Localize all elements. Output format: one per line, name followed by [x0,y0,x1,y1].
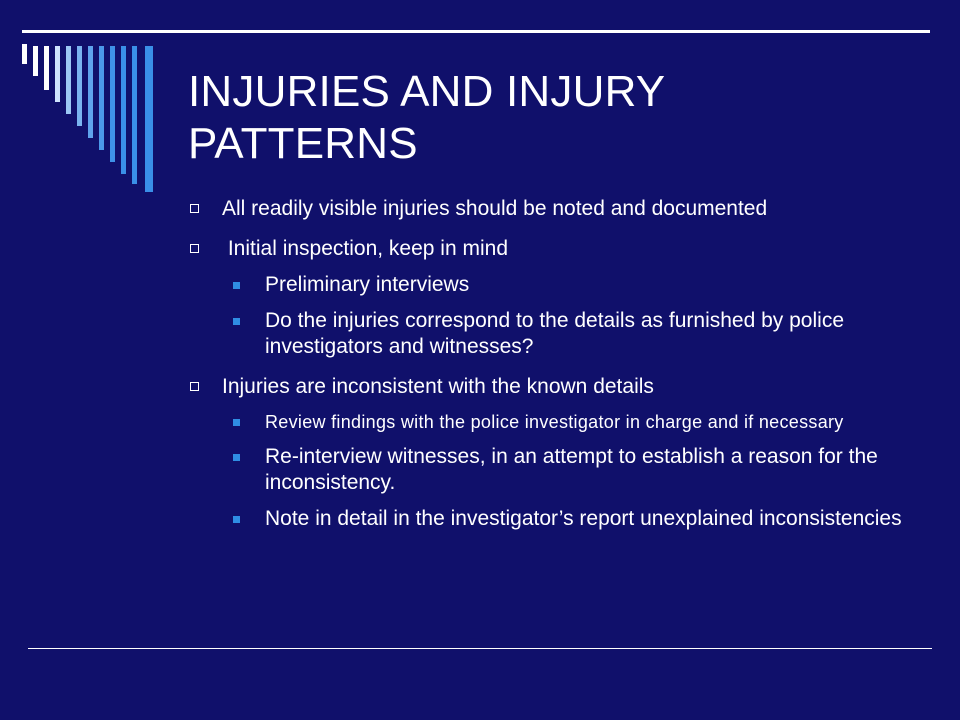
bullet-list [188,196,908,532]
bullet-item [188,236,908,262]
stripe [145,46,153,192]
stripe [132,46,137,184]
sub-bullet-text: Note in detail in the investigator’s report unexplained inconsistencies [265,507,902,530]
stripe [121,46,126,174]
stripe [66,46,71,114]
title-line-2: PATTERNS [188,119,418,168]
slide-title [188,66,908,170]
stripe [77,46,82,126]
sub-bullet-text: Re-interview witnesses, in an attempt to establish a reason for the inconsistency. [265,445,878,494]
bullet-item [188,374,908,400]
hollow-square-bullet-icon [190,244,199,253]
stripe [99,46,104,150]
bullet-item [188,196,908,222]
stripe [22,44,27,64]
sub-bullet-item [188,308,908,360]
bottom-rule [28,648,932,649]
stripe [55,46,60,102]
bullet-text: All readily visible injuries should be noted and documented [222,197,768,220]
sub-bullet-item [188,410,908,434]
title-line-1: INJURIES AND INJURY [188,67,666,116]
hollow-square-bullet-icon [190,382,199,391]
bullet-text: Injuries are inconsistent with the known details [222,375,654,398]
stripe [88,46,93,138]
stripe [110,46,115,162]
bullet-text: Initial inspection, keep in mind [222,237,508,260]
hollow-square-bullet-icon [190,204,199,213]
stripe [33,46,38,76]
filled-square-bullet-icon [233,419,240,426]
top-rule [22,30,930,33]
stripe [44,46,49,90]
sub-bullet-item [188,506,908,532]
filled-square-bullet-icon [233,318,240,325]
sub-bullet-text: Do the injuries correspond to the details as furnished by police investigators and witnesses? [265,309,844,358]
sub-bullet-item [188,272,908,298]
filled-square-bullet-icon [233,516,240,523]
sub-bullet-text: Review findings with the police investigator in charge and if necessary [265,412,844,432]
filled-square-bullet-icon [233,282,240,289]
sub-bullet-text: Preliminary interviews [265,273,470,296]
filled-square-bullet-icon [233,454,240,461]
sub-bullet-item [188,444,908,496]
